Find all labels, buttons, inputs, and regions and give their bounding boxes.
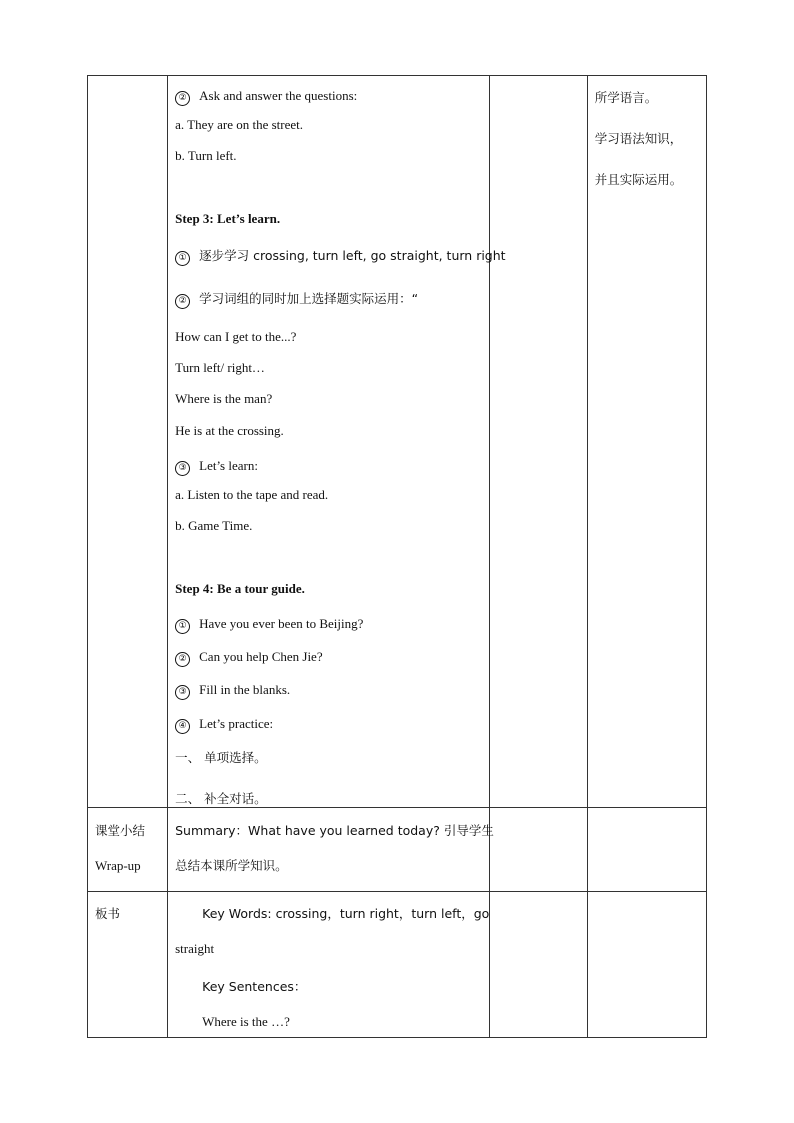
empty-cell <box>489 808 587 892</box>
circle-number: ① <box>175 251 190 266</box>
key-sentences: Key Sentences： <box>202 979 307 994</box>
list-item: 一、 单项选择。 <box>175 750 267 765</box>
circle-number: ③ <box>175 685 190 700</box>
list-item: a. Listen to the tape and read. <box>175 487 329 502</box>
section-heading: Step 4: Be a tour guide. <box>175 581 305 596</box>
purpose-line: 学习语法知识， <box>594 131 683 146</box>
stage-label: 课堂小结 <box>95 823 146 838</box>
table-row <box>88 808 707 892</box>
table-row <box>88 892 707 1038</box>
activity-cell <box>168 76 506 808</box>
circle-number: ④ <box>175 719 190 734</box>
table-row <box>88 76 707 808</box>
list-item: ① 逐步学习 crossing, turn left, go straight, turn right <box>175 248 482 266</box>
list-item: a. They are on the street. <box>175 117 304 132</box>
list-item: 二、 补全对话。 <box>175 791 267 806</box>
stage-cell <box>88 76 168 808</box>
list-item: How can I get to the...? <box>175 329 297 344</box>
list-item: Where is the man? <box>175 391 273 406</box>
stage-cell <box>88 892 168 1038</box>
list-item: ③ Fill in the blanks. <box>175 682 482 700</box>
list-item: ④ Let’s practice: <box>175 716 482 734</box>
list-item: He is at the crossing. <box>175 423 284 438</box>
empty-cell <box>587 892 706 1038</box>
key-words: Key Words: crossing，turn right，turn left，go <box>202 906 490 921</box>
list-item: ② Ask and answer the questions: <box>175 88 482 106</box>
lesson-plan-table <box>87 75 707 1038</box>
circle-number: ① <box>175 619 190 634</box>
empty-cell <box>587 808 706 892</box>
list-item: b. Turn left. <box>175 148 237 163</box>
circle-number: ② <box>175 652 190 667</box>
empty-cell <box>489 892 587 1038</box>
purpose-line: 并且实际运用。 <box>594 172 683 187</box>
summary-line: Summary：What have you learned today? 引导学生 <box>175 823 494 838</box>
list-item: b. Game Time. <box>175 518 253 533</box>
activity-cell <box>168 892 490 1038</box>
key-words-cont: straight <box>175 941 215 956</box>
circle-number: ② <box>175 294 190 309</box>
list-item: Turn left/ right… <box>175 360 265 375</box>
empty-cell <box>489 76 587 808</box>
stage-label: 板书 <box>95 906 121 921</box>
purpose-cell <box>587 76 706 808</box>
list-item: ② Can you help Chen Jie? <box>175 649 482 667</box>
list-item: ③ Let’s learn: <box>175 458 482 476</box>
circle-number: ③ <box>175 461 190 476</box>
activity-cell <box>168 808 494 892</box>
list-item: ② 学习词组的同时加上选择题实际运用：“ <box>175 291 482 309</box>
circle-number: ② <box>175 91 190 106</box>
list-item: ① Have you ever been to Beijing? <box>175 616 482 634</box>
purpose-line: 所学语言。 <box>594 90 658 105</box>
stage-label-en: Wrap-up <box>95 858 141 873</box>
section-heading: Step 3: Let’s learn. <box>175 211 281 226</box>
summary-line: 总结本课所学知识。 <box>175 858 288 873</box>
stage-cell <box>88 808 168 892</box>
key-sentence-item: Where is the …? <box>202 1014 290 1029</box>
